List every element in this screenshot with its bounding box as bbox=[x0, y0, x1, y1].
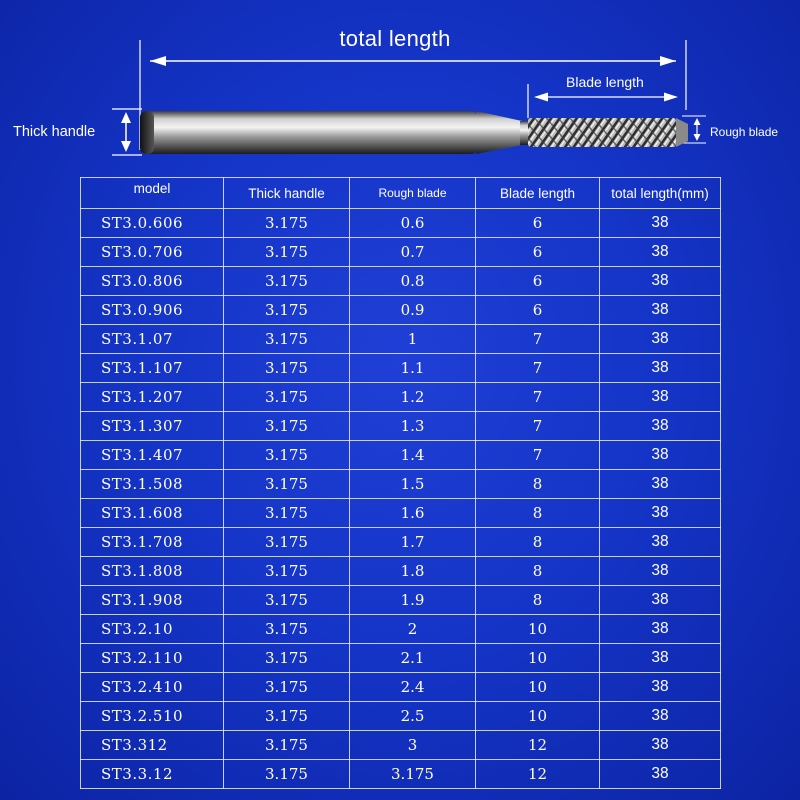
cell-thick-handle: 3.175 bbox=[224, 383, 350, 412]
cell-model: ST3.312 bbox=[81, 731, 224, 760]
cell-total-length: 38 bbox=[600, 267, 721, 296]
cell-thick-handle: 3.175 bbox=[224, 267, 350, 296]
cell-model: ST3.3.12 bbox=[81, 760, 224, 789]
cell-total-length: 38 bbox=[600, 296, 721, 325]
table-row bbox=[81, 296, 721, 325]
cell-rough-blade: 1.6 bbox=[350, 499, 476, 528]
cell-blade-length: 7 bbox=[476, 383, 600, 412]
cell-rough-blade: 3 bbox=[350, 731, 476, 760]
cell-thick-handle: 3.175 bbox=[224, 441, 350, 470]
table-row bbox=[81, 586, 721, 615]
cell-total-length: 38 bbox=[600, 644, 721, 673]
cell-rough-blade: 1.5 bbox=[350, 470, 476, 499]
specification-table bbox=[80, 177, 721, 789]
cell-thick-handle: 3.175 bbox=[224, 586, 350, 615]
cell-thick-handle: 3.175 bbox=[224, 673, 350, 702]
table-row bbox=[81, 731, 721, 760]
cell-rough-blade: 1.1 bbox=[350, 354, 476, 383]
cell-rough-blade: 0.9 bbox=[350, 296, 476, 325]
cell-total-length: 38 bbox=[600, 702, 721, 731]
table-row bbox=[81, 470, 721, 499]
table-row bbox=[81, 238, 721, 267]
cell-rough-blade: 0.8 bbox=[350, 267, 476, 296]
table-row bbox=[81, 209, 721, 238]
cell-rough-blade: 1.3 bbox=[350, 412, 476, 441]
rough-blade-label: Rough blade bbox=[710, 125, 779, 139]
table-row bbox=[81, 528, 721, 557]
cell-model: ST3.1.708 bbox=[81, 528, 224, 557]
cell-model: ST3.1.307 bbox=[81, 412, 224, 441]
cell-blade-length: 7 bbox=[476, 441, 600, 470]
blade-length-label: Blade length bbox=[566, 74, 644, 90]
cell-model: ST3.1.508 bbox=[81, 470, 224, 499]
cell-blade-length: 7 bbox=[476, 354, 600, 383]
cell-rough-blade: 2.1 bbox=[350, 644, 476, 673]
cell-thick-handle: 3.175 bbox=[224, 325, 350, 354]
table-body bbox=[81, 209, 721, 789]
table-row bbox=[81, 557, 721, 586]
cell-thick-handle: 3.175 bbox=[224, 644, 350, 673]
cell-model: ST3.2.410 bbox=[81, 673, 224, 702]
cell-model: ST3.0.806 bbox=[81, 267, 224, 296]
cell-model: ST3.2.510 bbox=[81, 702, 224, 731]
cell-blade-length: 6 bbox=[476, 296, 600, 325]
cell-thick-handle: 3.175 bbox=[224, 209, 350, 238]
cell-rough-blade: 1.4 bbox=[350, 441, 476, 470]
cell-model: ST3.0.706 bbox=[81, 238, 224, 267]
table-row bbox=[81, 760, 721, 789]
cell-blade-length: 7 bbox=[476, 412, 600, 441]
cell-total-length: 38 bbox=[600, 586, 721, 615]
table-row bbox=[81, 267, 721, 296]
cell-blade-length: 8 bbox=[476, 557, 600, 586]
cell-rough-blade: 0.6 bbox=[350, 209, 476, 238]
thick-handle-label: Thick handle bbox=[13, 124, 96, 140]
cell-thick-handle: 3.175 bbox=[224, 238, 350, 267]
cell-rough-blade: 1.9 bbox=[350, 586, 476, 615]
cell-total-length: 38 bbox=[600, 325, 721, 354]
cell-model: ST3.2.110 bbox=[81, 644, 224, 673]
cell-thick-handle: 3.175 bbox=[224, 296, 350, 325]
cell-thick-handle: 3.175 bbox=[224, 528, 350, 557]
header-total-length: total length(mm) bbox=[600, 178, 721, 209]
cell-rough-blade: 2.4 bbox=[350, 673, 476, 702]
table-row bbox=[81, 412, 721, 441]
tool-body bbox=[140, 111, 688, 154]
cell-blade-length: 10 bbox=[476, 702, 600, 731]
cell-blade-length: 8 bbox=[476, 499, 600, 528]
cell-blade-length: 7 bbox=[476, 325, 600, 354]
cell-blade-length: 8 bbox=[476, 528, 600, 557]
cell-model: ST3.1.107 bbox=[81, 354, 224, 383]
cell-rough-blade: 1.8 bbox=[350, 557, 476, 586]
cell-rough-blade: 3.175 bbox=[350, 760, 476, 789]
cell-total-length: 38 bbox=[600, 354, 721, 383]
table-row bbox=[81, 499, 721, 528]
cell-total-length: 38 bbox=[600, 528, 721, 557]
table-row bbox=[81, 441, 721, 470]
tool-diagram bbox=[0, 0, 800, 170]
header-model: model bbox=[81, 178, 224, 209]
table-row bbox=[81, 644, 721, 673]
cell-rough-blade: 1.7 bbox=[350, 528, 476, 557]
cell-thick-handle: 3.175 bbox=[224, 615, 350, 644]
cell-total-length: 38 bbox=[600, 731, 721, 760]
cell-rough-blade: 2 bbox=[350, 615, 476, 644]
cell-total-length: 38 bbox=[600, 412, 721, 441]
table-row bbox=[81, 615, 721, 644]
cell-blade-length: 10 bbox=[476, 615, 600, 644]
cell-rough-blade: 2.5 bbox=[350, 702, 476, 731]
cell-thick-handle: 3.175 bbox=[224, 557, 350, 586]
cell-rough-blade: 1 bbox=[350, 325, 476, 354]
header-blade-length: Blade length bbox=[476, 178, 600, 209]
cell-model: ST3.0.606 bbox=[81, 209, 224, 238]
cell-blade-length: 10 bbox=[476, 644, 600, 673]
cell-model: ST3.1.908 bbox=[81, 586, 224, 615]
cell-blade-length: 6 bbox=[476, 267, 600, 296]
cell-model: ST3.1.608 bbox=[81, 499, 224, 528]
cell-blade-length: 8 bbox=[476, 586, 600, 615]
cell-blade-length: 12 bbox=[476, 760, 600, 789]
table-row bbox=[81, 383, 721, 412]
cell-total-length: 38 bbox=[600, 441, 721, 470]
cell-total-length: 38 bbox=[600, 760, 721, 789]
table-row bbox=[81, 702, 721, 731]
cell-thick-handle: 3.175 bbox=[224, 470, 350, 499]
cell-model: ST3.2.10 bbox=[81, 615, 224, 644]
cell-blade-length: 8 bbox=[476, 470, 600, 499]
cell-blade-length: 6 bbox=[476, 209, 600, 238]
cell-total-length: 38 bbox=[600, 238, 721, 267]
cell-blade-length: 12 bbox=[476, 731, 600, 760]
cell-thick-handle: 3.175 bbox=[224, 499, 350, 528]
table-row bbox=[81, 354, 721, 383]
cell-total-length: 38 bbox=[600, 470, 721, 499]
cell-thick-handle: 3.175 bbox=[224, 760, 350, 789]
table-row bbox=[81, 673, 721, 702]
cell-total-length: 38 bbox=[600, 673, 721, 702]
table-row bbox=[81, 325, 721, 354]
cell-total-length: 38 bbox=[600, 209, 721, 238]
header-thick-handle: Thick handle bbox=[224, 178, 350, 209]
cell-blade-length: 6 bbox=[476, 238, 600, 267]
cell-thick-handle: 3.175 bbox=[224, 702, 350, 731]
header-rough-blade: Rough blade bbox=[350, 178, 476, 209]
cell-total-length: 38 bbox=[600, 557, 721, 586]
cell-total-length: 38 bbox=[600, 615, 721, 644]
cell-blade-length: 10 bbox=[476, 673, 600, 702]
total-length-label: total length bbox=[339, 26, 451, 51]
cell-thick-handle: 3.175 bbox=[224, 412, 350, 441]
thick-handle-dimension bbox=[112, 109, 142, 155]
table-header-row bbox=[81, 178, 721, 209]
cell-model: ST3.1.07 bbox=[81, 325, 224, 354]
cell-total-length: 38 bbox=[600, 499, 721, 528]
cell-thick-handle: 3.175 bbox=[224, 731, 350, 760]
cell-rough-blade: 0.7 bbox=[350, 238, 476, 267]
cell-thick-handle: 3.175 bbox=[224, 354, 350, 383]
cell-model: ST3.1.207 bbox=[81, 383, 224, 412]
cell-model: ST3.1.407 bbox=[81, 441, 224, 470]
cell-rough-blade: 1.2 bbox=[350, 383, 476, 412]
cell-model: ST3.1.808 bbox=[81, 557, 224, 586]
cell-model: ST3.0.906 bbox=[81, 296, 224, 325]
cell-total-length: 38 bbox=[600, 383, 721, 412]
